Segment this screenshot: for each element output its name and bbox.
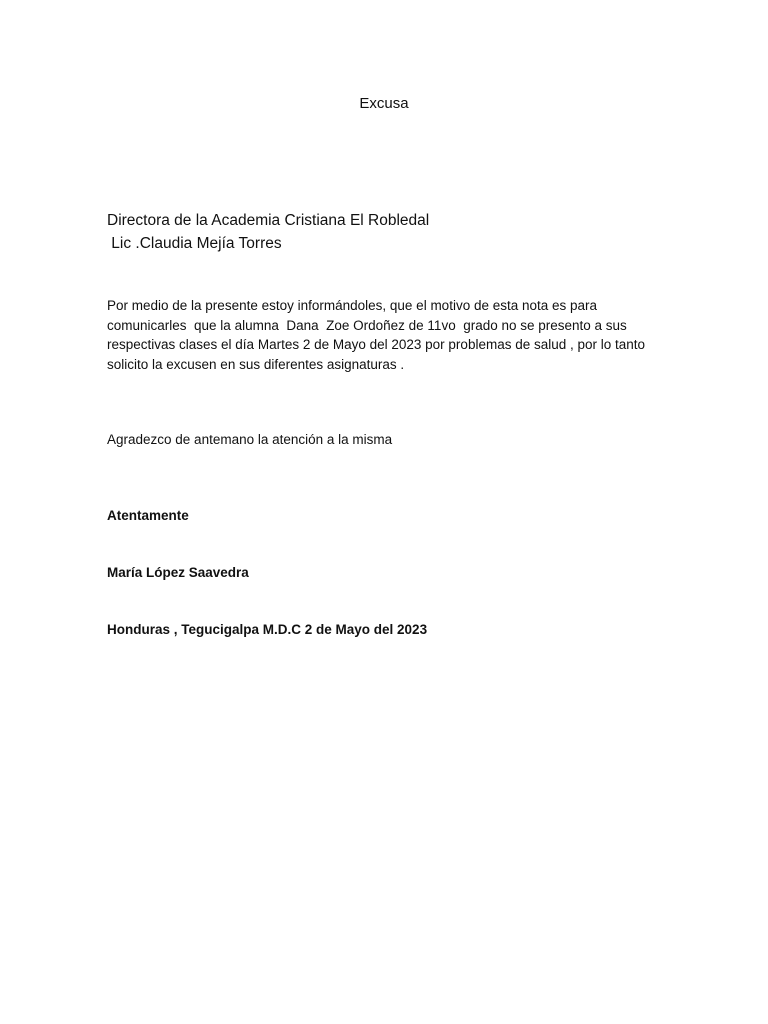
body-line: comunicarles que la alumna Dana Zoe Ordoñez de 11vo grado no se presento a sus (107, 317, 627, 333)
signature-name: María López Saavedra (107, 565, 249, 580)
body-line: Por medio de la presente estoy informándoles, que el motivo de esta nota es para (107, 298, 598, 313)
thanks-line: Agradezco de antemano la atención a la misma (107, 432, 393, 447)
place-date-line: Honduras , Tegucigalpa M.D.C 2 de Mayo del 2023 (107, 622, 428, 637)
document-title: Excusa (359, 95, 409, 112)
recipient-line-1: Directora de la Academia Cristiana El Robledal (107, 212, 430, 229)
recipient-line-2: Lic .Claudia Mejía Torres (107, 235, 282, 252)
body-line: solicito la excusen en sus diferentes asignaturas . (107, 356, 405, 372)
closing-line: Atentamente (107, 508, 189, 523)
body-paragraph (107, 296, 667, 374)
body-line: respectivas clases el día Martes 2 de Mayo del 2023 por problemas de salud , por lo tanto (107, 337, 646, 352)
